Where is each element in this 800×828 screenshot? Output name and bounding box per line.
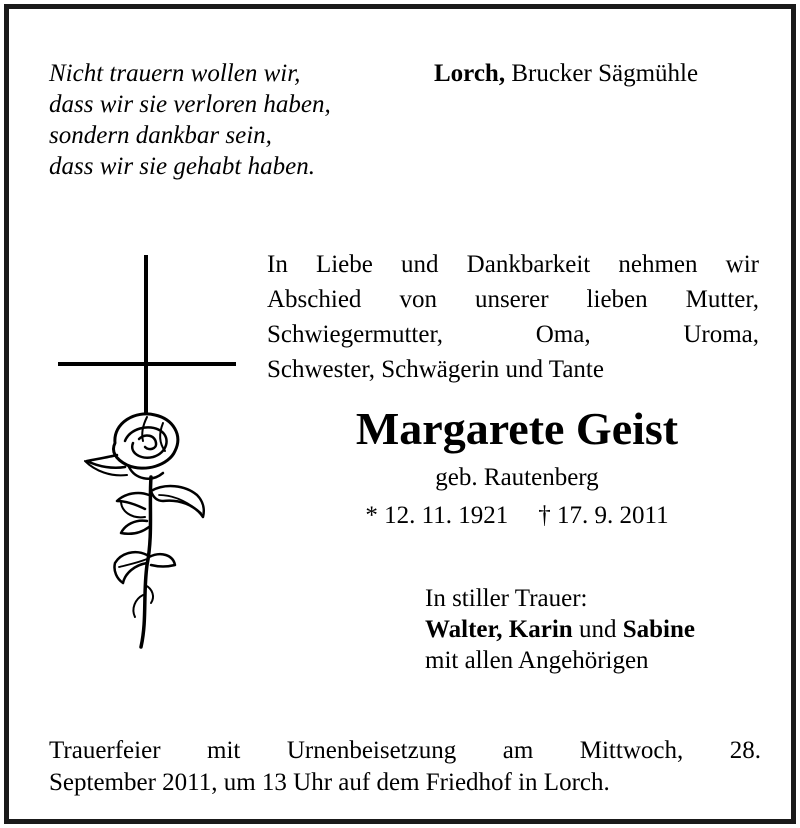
mourners-heading: In stiller Trauer: (425, 585, 588, 612)
mourners-closing: mit allen Angehörigen (425, 647, 649, 674)
poem-line: sondern dankbar sein, (49, 122, 272, 149)
word: wir (725, 251, 759, 278)
cross-and-rose-emblem (55, 255, 245, 650)
farewell-line (267, 282, 759, 317)
deceased-name: Margarete Geist (355, 403, 679, 454)
place-heading (434, 58, 698, 89)
mourners-block (425, 583, 695, 676)
farewell-line (267, 317, 759, 352)
word: am (502, 737, 534, 764)
poem-line: dass wir sie verloren haben, (49, 91, 331, 118)
place-town: Lorch, (434, 60, 506, 87)
farewell-line (267, 352, 759, 387)
ceremony-notice (49, 735, 761, 799)
rose-icon (85, 414, 204, 647)
mourner-name: Walter, Karin (425, 616, 573, 643)
place-locality: Brucker Sägmühle (511, 60, 699, 87)
mourner-conjunction: und (578, 616, 617, 643)
death-date: † 17. 9. 2011 (538, 502, 669, 529)
word: Mutter, (685, 286, 759, 313)
word: Dankbarkeit (466, 251, 591, 278)
word: Urnenbeisetzung (286, 737, 457, 764)
poem-line: Nicht trauern wollen wir, (49, 60, 301, 87)
poem-line: dass wir sie gehabt haben. (49, 153, 315, 180)
word: Abschied (267, 286, 362, 313)
memorial-poem (49, 58, 409, 182)
word: In (267, 251, 288, 278)
word: Uroma, (683, 321, 759, 348)
life-dates (267, 500, 767, 532)
word: Trauerfeier (49, 737, 161, 764)
word: 28. (729, 737, 761, 764)
word: unserer (474, 286, 549, 313)
mourner-name: Sabine (622, 616, 695, 643)
word: und (401, 251, 439, 278)
cross-icon (58, 255, 236, 415)
word: lieben (586, 286, 648, 313)
word: Mittwoch, (579, 737, 684, 764)
word: mit (207, 737, 241, 764)
word: Schwester, Schwägerin und Tante (267, 356, 604, 383)
farewell-line (267, 247, 759, 282)
ceremony-line: September 2011, um 13 Uhr auf dem Friedhof in Lorch. (49, 769, 610, 796)
maiden-name: geb. Rautenberg (435, 464, 599, 491)
birth-date: * 12. 11. 1921 (365, 502, 509, 529)
mourners-names (425, 614, 695, 645)
word: Oma, (535, 321, 591, 348)
obituary-frame (4, 4, 796, 824)
word: Liebe (315, 251, 373, 278)
word: nehmen (618, 251, 698, 278)
ceremony-line (49, 735, 761, 767)
farewell-text (267, 247, 759, 387)
word: von (399, 286, 437, 313)
word: Schwiegermutter, (267, 321, 444, 348)
